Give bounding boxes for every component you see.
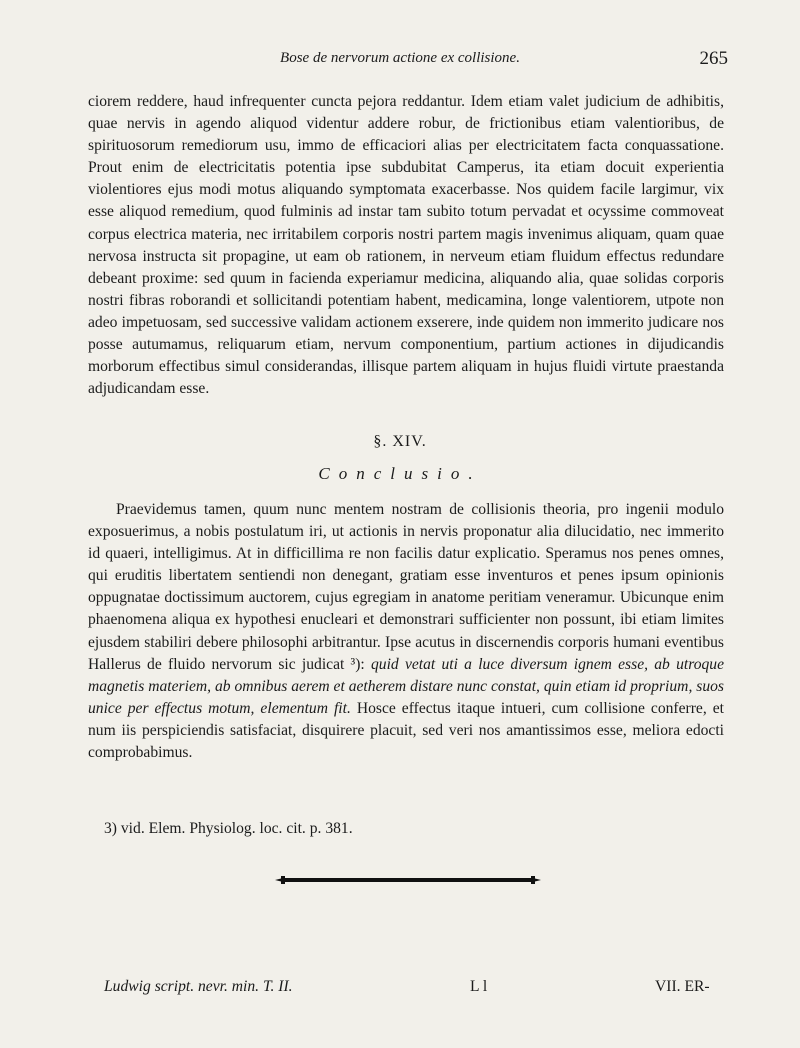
footnote: 3) vid. Elem. Physiolog. loc. cit. p. 381. bbox=[104, 820, 353, 837]
haller-quote: quid vetat uti a luce diversum ignem esse, ab utroque magnetis materiem, ab omnibus aerem et aetherem distare nunc constat, quin etiam id proprium, suos unice per effectus motum, elementum fit. bbox=[88, 655, 725, 717]
page-number: 265 bbox=[699, 48, 728, 69]
paragraph-1: ciorem reddere, haud infrequenter cuncta pejora reddantur. Idem etiam valet judicium de adhibitis, quae nervis in agendo aliquod videntur addere robur, de frictionibus etiam valentioribus, de spirituosorum remediorum usu, immo de efficaciori alias per electricitatem facta conquassatione. Prout enim de electricitatis potentia ipse subdubitat Camperus, ita etiam docuit experientia violentiores ejus modi motus aliquando symptomata exacerbasse. Nos quidem facile largimur, vix esse aliquod remedium, quod fulminis ad instar tam subito totum pervadat et ocyssime commoveat corpus electrica materia, nec irritabilem corporis nostri partem magis invenimus aliquam, quam quae nervosa instructa sit propagine, ut eam ob rationem, in nerveum etiam fluidum effectus redundare debeant proxime: sed quum in facienda experiamur medicina, aliquando alia, quae solidas corporis nostri fibras roborandi et sollicitandi potentiam habent, medicamina, longe valentiorem, utpote non adeo impetuosam, sed successive validam actionem exserere, inde quidem non immerito judicare nos posse autumamus, reliquarum etiam, nervum componentium, partium actiones in dijudicandis morborum effectibus simul considerandas, illisque partem aliquam in hujus fluidi virtute praestanda adjudicandam esse. bbox=[88, 93, 724, 398]
running-title: Bose de nervorum actione ex collisione. bbox=[280, 50, 520, 66]
catchword: VII. ER- bbox=[655, 978, 710, 995]
conclusion-text-block bbox=[88, 499, 724, 764]
paragraph-2 bbox=[88, 499, 724, 764]
ornament-divider-icon bbox=[275, 874, 541, 886]
page-footer bbox=[0, 978, 800, 1006]
main-text-block bbox=[88, 91, 724, 400]
section-title: Conclusio. bbox=[318, 464, 482, 483]
paragraph-2-end: Hosce effectus itaque intueri, cum collisione conferre, et num iis perspiciendis satisfaciat, disquirere placuit, sed veri nos amantissimos esse, meliora edocti comprobabimus. bbox=[88, 699, 724, 762]
page-header bbox=[0, 44, 800, 78]
signature-mark: L l bbox=[470, 978, 488, 995]
section-number: §. XIV. bbox=[373, 433, 427, 450]
paragraph-2-plain: Praevidemus tamen, quum nunc mentem nostram de collisionis theoria, pro ingenii modulo exposuerimus, a nobis postulatum iri, ut actionis in nervis proponatur alia dilucidatio, nec immerito id quaeri, intelligimus. At in difficillima re non facilis datur explicatio. Speramus nos penes omnes, qui eruditis libertatem sentiendi non denegant, gratiam esse inventuros et penes ipsum opinionis oppugnatae doctissimum auctorem, cujus egregiam in anatome peritiam veneramur. Ubicunque enim phaenomena aliqua ex hypothesi enucleari et demonstrari sufficienter non possunt, ibi etiam limites ejusdem stabiliri debere philosophi arbitrantur. Ipse acutus in discernendis corporis humani eventibus Hallerus de fluido nervorum sic judicat ³): bbox=[88, 501, 724, 673]
signature-line: Ludwig script. nevr. min. T. II. bbox=[104, 978, 293, 995]
